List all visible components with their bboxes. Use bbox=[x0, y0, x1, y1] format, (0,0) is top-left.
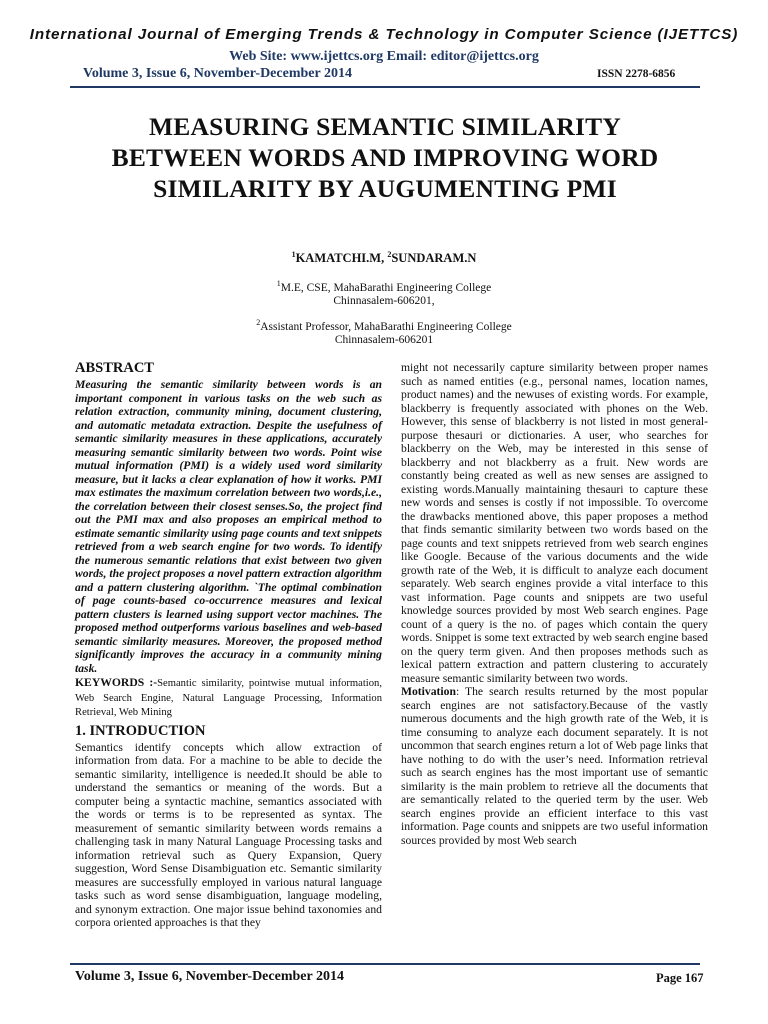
paper-title: MEASURING SEMANTIC SIMILARITY BETWEEN WORDS AND IMPROVING WORD SIMILARITY BY AUGUMENTING PMI bbox=[111, 112, 659, 203]
affiliation-1-line1: M.E, CSE, MahaBarathi Engineering College bbox=[280, 281, 492, 294]
affiliation-2-line2: Chinnasalem-606201 bbox=[334, 333, 434, 346]
keywords-block bbox=[75, 676, 382, 720]
header-issn: ISSN 2278-6856 bbox=[597, 68, 676, 80]
footer-page-number: Page 167 bbox=[656, 971, 704, 985]
author-list bbox=[0, 250, 768, 266]
affiliation-2-sup: 2 bbox=[256, 318, 261, 327]
right-column bbox=[401, 361, 708, 847]
right-column-paragraph: might not necessarily capture similarity between proper names such as named entities (e.g., personal names, location names, product names) and the newuses of existing words. For example, blackberry is frequently associated with phones on the Web. However, this sense of blackberry is not listed in most general-purpose thesauri or dictionaries. A user, who searches for blackberry on the Web, may be interested in this sense of blackberry and not blackberry as a fruit. New words are constantly being created as well as new senses are assigned to existing words.Manually maintaining thesauri to capture these new words and senses is costly if not impossible. To overcome the drawbacks mentioned above, this paper proposes a method that finds semantic similarity between two words based on the page counts and text snippets retrieved from web search engines like Google. Because of the various documents and the wide growth rate of the Web, it is difficult to analyze each document separately. Web search engines provide a vital interface to this vast information. Page counts and snippets are two useful knowledge sources provided by most Web search engines. Page count of a query is the no. of pages which contain the query words. Snippet is some text extracted by web search engine based on the query term given. And then proposes methods such as lexical pattern extraction and pattern clustering to accurately measure semantic similarity between two words. bbox=[401, 361, 708, 685]
footer-divider bbox=[70, 963, 700, 965]
author-1-name: KAMATCHI.M, bbox=[295, 251, 388, 266]
left-column bbox=[75, 360, 382, 930]
author-2-sup: 2 bbox=[387, 250, 392, 259]
header-divider bbox=[70, 86, 700, 88]
author-1-sup: 1 bbox=[291, 250, 296, 259]
affiliation-2 bbox=[0, 316, 768, 347]
abstract-body: Measuring the semantic similarity between words is an important component in various tasks on the web such as relation extraction, community mining, document clustering, and automatic metadata extraction. Despite the usefulness of semantic similarity measures in these applications, accurately measuring semantic similarity between two words. Point wise mutual information (PMI) is a widely used word similarity measure, but it lacks a clear explanation of how it works. PMI max estimates the maximum correlation between two words,i.e., the correlation between their closest senses.So, the project find out the PMI max and also proposes an empirical method to estimate semantic similarity using page counts and text snippets retrieved from a web search engine for two words. To identify the numerous semantic relations that exist between two given words, the project proposes a novel pattern extraction algorithm and a pattern clustering algorithm. `The optimal combination of page counts-based co-occurrence measures and lexical pattern clusters is learned using support vector machines. The proposed method outperforms various baselines and web-based semantic similarity measures. Moreover, the proposed method significantly improves the accuracy in a community mining task. bbox=[75, 378, 382, 675]
introduction-heading: 1. INTRODUCTION bbox=[75, 722, 206, 739]
journal-website: Web Site: www.ijettcs.org Email: editor@ijettcs.org bbox=[229, 49, 539, 64]
affiliation-1-sup: 1 bbox=[276, 279, 281, 288]
keywords-text: Semantic similarity, pointwise mutual information, Web Search Engine, Natural Language Processing, Information Retrieval, Web Mining bbox=[75, 678, 382, 718]
author-2-name: SUNDARAM.N bbox=[391, 251, 477, 266]
keywords-label: KEYWORDS :- bbox=[75, 676, 158, 689]
motivation-text: : The search results returned by the most popular search engines are not satisfactory.Because of the vastly numerous documents and the high growth rate of the Web, it is time consuming to analyze each document separately. It is not uncommon that search engines return a lot of Web page links that have nothing to do with the user’s need. Information retrieval such as search engines has the most important use of semantic similarity is the main problem to retrieve all the documents that are semantically related to the queried term by the user. Web search engines provide an efficient interface to this vast information. Page counts and snippets are two useful information sources provided by most Web search bbox=[401, 685, 708, 847]
affiliation-1-line2: Chinnasalem-606201, bbox=[333, 294, 435, 307]
abstract-heading: ABSTRACT bbox=[75, 360, 154, 376]
motivation-label: Motivation bbox=[401, 685, 456, 698]
journal-name: International Journal of Emerging Trends & Technology in Computer Science (IJETTCS) bbox=[29, 26, 739, 43]
introduction-body: Semantics identify concepts which allow extraction of information from data. For a machine to be able to decide the semantic similarity, intelligence is needed.It should be able to understand the semantics or meaning of the words. But a computer being a syntactic machine, semantics associated with the words or terms is to be represented as syntax. The measurement of semantic similarity between words remains a challenging task in many Natural Language Processing tasks and information retrieval such as Query Expansion, Query suggestion, Word Sense Disambiguation etc. Semantic similarity measures are successfully employed in various natural language tasks such as word sense disambiguation, language modeling, and synonym extraction. One major issue behind taxonomies and corpora oriented approaches is that they bbox=[75, 740, 382, 929]
affiliation-2-line1: Assistant Professor, MahaBarathi Engineering College bbox=[260, 320, 512, 333]
header-volume: Volume 3, Issue 6, November-December 2014 bbox=[83, 66, 352, 81]
motivation-paragraph bbox=[401, 685, 708, 847]
footer-volume: Volume 3, Issue 6, November-December 2014 bbox=[75, 969, 344, 984]
affiliation-1 bbox=[0, 277, 768, 308]
